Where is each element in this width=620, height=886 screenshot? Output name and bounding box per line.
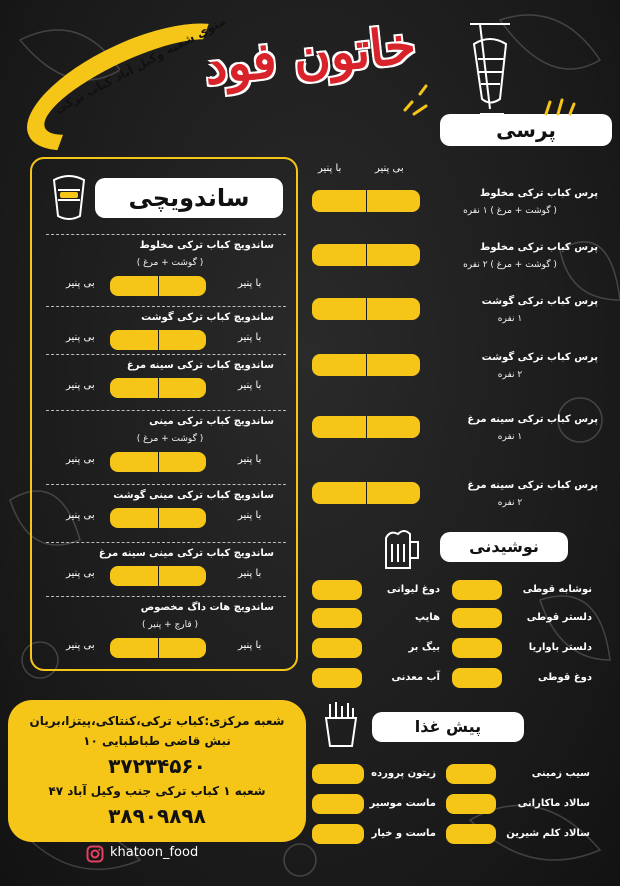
sparkle-icon xyxy=(400,80,440,120)
sandwich-price-field[interactable] xyxy=(110,330,206,350)
row-divider xyxy=(46,410,286,411)
appetizer-price-field[interactable] xyxy=(312,824,364,844)
pers-item-detail: ۱ نفره xyxy=(497,314,523,324)
pers-item-detail: ( گوشت + مرغ ) ۱ نفره xyxy=(463,206,557,216)
row-divider xyxy=(46,542,286,543)
drink-name: دلستر باواریا xyxy=(528,642,592,653)
drink-name: بیگ بر xyxy=(408,642,440,653)
sandwich-item-detail: ( گوشت + مرغ ) xyxy=(136,258,204,268)
row-divider xyxy=(46,306,286,307)
pers-item-detail: ۱ نفره xyxy=(497,432,523,442)
appetizer-price-field[interactable] xyxy=(312,764,364,784)
ribbon-text: منوی شعبه وکیل آباد کباب ترکی xyxy=(52,13,228,117)
sandwich-no-cheese-label: بی پنیر xyxy=(66,568,95,579)
appetizer-price-field[interactable] xyxy=(446,794,496,814)
sandwich-item-name: ساندویچ کباب ترکی گوشت xyxy=(141,312,274,323)
sandwich-item-name: ساندویچ کباب ترکی سینه مرغ xyxy=(126,360,274,371)
appetizer-name: زیتون پرورده xyxy=(371,768,436,779)
pers-item-name: پرس کباب ترکی مخلوط xyxy=(480,188,598,199)
beer-mug-icon xyxy=(380,528,424,572)
logo-text: خاتون فود xyxy=(201,15,419,96)
pers-price-field[interactable] xyxy=(312,190,420,212)
appetizer-name: سالاد کلم شیرین xyxy=(506,828,590,839)
sandwich-price-field[interactable] xyxy=(110,508,206,528)
row-divider xyxy=(46,484,286,485)
sandwich-price-field[interactable] xyxy=(110,276,206,296)
drink-price-field[interactable] xyxy=(452,608,502,628)
appetizers-section-title: پیش غذا xyxy=(372,712,524,742)
sandwich-price-field[interactable] xyxy=(110,566,206,586)
pers-item-detail: ۲ نفره xyxy=(497,370,523,380)
appetizer-name: سالاد ماکارانی xyxy=(517,798,590,809)
sandwich-price-field[interactable] xyxy=(110,378,206,398)
sandwich-with-cheese-label: با پنیر xyxy=(238,332,262,343)
sandwich-item-name: ساندویچ کباب ترکی مینی سینه مرغ xyxy=(98,548,274,559)
central-branch-phone: ۳۷۲۳۴۵۶۰ xyxy=(108,754,206,778)
pers-price-field[interactable] xyxy=(312,298,420,320)
row-divider xyxy=(46,354,286,355)
sandwich-section-title: ساندویچی xyxy=(95,178,283,218)
sandwich-item-name: ساندویچ کباب ترکی مینی xyxy=(149,416,274,427)
drink-price-field[interactable] xyxy=(312,638,362,658)
pers-section-title: پرسی xyxy=(440,114,612,146)
pers-price-field[interactable] xyxy=(312,244,420,266)
sandwich-no-cheese-label: بی پنیر xyxy=(66,454,95,465)
pers-price-field[interactable] xyxy=(312,482,420,504)
sandwich-price-field[interactable] xyxy=(110,452,206,472)
drink-name: نوشابه قوطی xyxy=(522,584,592,595)
drink-price-field[interactable] xyxy=(312,580,362,600)
drink-name: دلستر قوطی xyxy=(526,612,592,623)
pers-col-with-cheese: با پنیر xyxy=(318,163,342,174)
instagram-handle[interactable]: khatoon_food xyxy=(110,845,199,860)
sandwich-with-cheese-label: با پنیر xyxy=(238,568,262,579)
sandwich-item-name: ساندویچ کباب ترکی مخلوط xyxy=(139,240,274,251)
pers-item-name: پرس کباب ترکی سینه مرغ xyxy=(467,414,598,425)
appetizer-name: ماست و خیار xyxy=(371,828,436,839)
pers-item-name: پرس کباب ترکی سینه مرغ xyxy=(467,480,598,491)
pers-item-name: پرس کباب ترکی مخلوط xyxy=(480,242,598,253)
drinks-section-title: نوشیدنی xyxy=(440,532,568,562)
appetizer-name: سیب زمینی xyxy=(531,768,590,779)
sandwich-with-cheese-label: با پنیر xyxy=(238,454,262,465)
central-branch-address: نبش قاضی طباطبایی ۱۰ xyxy=(83,734,231,748)
drink-price-field[interactable] xyxy=(452,580,502,600)
sandwich-no-cheese-label: بی پنیر xyxy=(66,510,95,521)
branch-1-text: شعبه ۱ کباب ترکی جنب وکیل آباد ۴۷ xyxy=(48,784,266,798)
central-branch-text: شعبه مرکزی:کباب ترکی،کنتاکی،پیتزا،بریان xyxy=(29,714,285,728)
instagram-icon[interactable] xyxy=(86,845,104,863)
drink-name: دوغ قوطی xyxy=(537,672,592,683)
sandwich-with-cheese-label: با پنیر xyxy=(238,278,262,289)
section-flare-icon xyxy=(540,96,580,118)
drink-name: آب معدنی xyxy=(391,672,440,683)
sandwich-no-cheese-label: بی پنیر xyxy=(66,640,95,651)
sandwich-item-name: ساندویچ کباب ترکی مینی گوشت xyxy=(113,490,274,501)
sandwich-with-cheese-label: با پنیر xyxy=(238,640,262,651)
drink-price-field[interactable] xyxy=(312,608,362,628)
sandwich-no-cheese-label: بی پنیر xyxy=(66,380,95,391)
row-divider xyxy=(46,234,286,235)
drink-price-field[interactable] xyxy=(452,668,502,688)
appetizer-price-field[interactable] xyxy=(446,764,496,784)
drink-price-field[interactable] xyxy=(312,668,362,688)
sandwich-icon xyxy=(46,172,92,222)
branch-info-box xyxy=(8,700,306,842)
appetizer-price-field[interactable] xyxy=(312,794,364,814)
sandwich-no-cheese-label: بی پنیر xyxy=(66,278,95,289)
pers-item-name: پرس کباب ترکی گوشت xyxy=(481,352,598,363)
sandwich-item-detail: ( قارچ + پنیر ) xyxy=(141,620,199,630)
sandwich-with-cheese-label: با پنیر xyxy=(238,510,262,521)
pers-col-no-cheese: بی پنیر xyxy=(375,163,404,174)
row-divider xyxy=(46,596,286,597)
drink-name: دوغ لیوانی xyxy=(386,584,440,595)
sandwich-no-cheese-label: بی پنیر xyxy=(66,332,95,343)
pers-item-detail: ۲ نفره xyxy=(497,498,523,508)
appetizer-name: ماست موسیر xyxy=(369,798,436,809)
drink-name: هایپ xyxy=(414,612,440,623)
sandwich-item-name: ساندویچ هات داگ مخصوص xyxy=(140,602,274,613)
pers-price-field[interactable] xyxy=(312,416,420,438)
sandwich-item-detail: ( گوشت + مرغ ) xyxy=(136,434,204,444)
drink-price-field[interactable] xyxy=(452,638,502,658)
doner-kebab-icon xyxy=(460,14,520,124)
appetizer-price-field[interactable] xyxy=(446,824,496,844)
branch-1-phone: ۳۸۹۰۹۸۹۸ xyxy=(108,804,206,828)
sandwich-price-field[interactable] xyxy=(110,638,206,658)
fries-icon xyxy=(320,700,362,750)
pers-item-name: پرس کباب ترکی گوشت xyxy=(481,296,598,307)
pers-price-field[interactable] xyxy=(312,354,420,376)
sandwich-with-cheese-label: با پنیر xyxy=(238,380,262,391)
pers-item-detail: ( گوشت + مرغ ) ۲ نفره xyxy=(463,260,557,270)
